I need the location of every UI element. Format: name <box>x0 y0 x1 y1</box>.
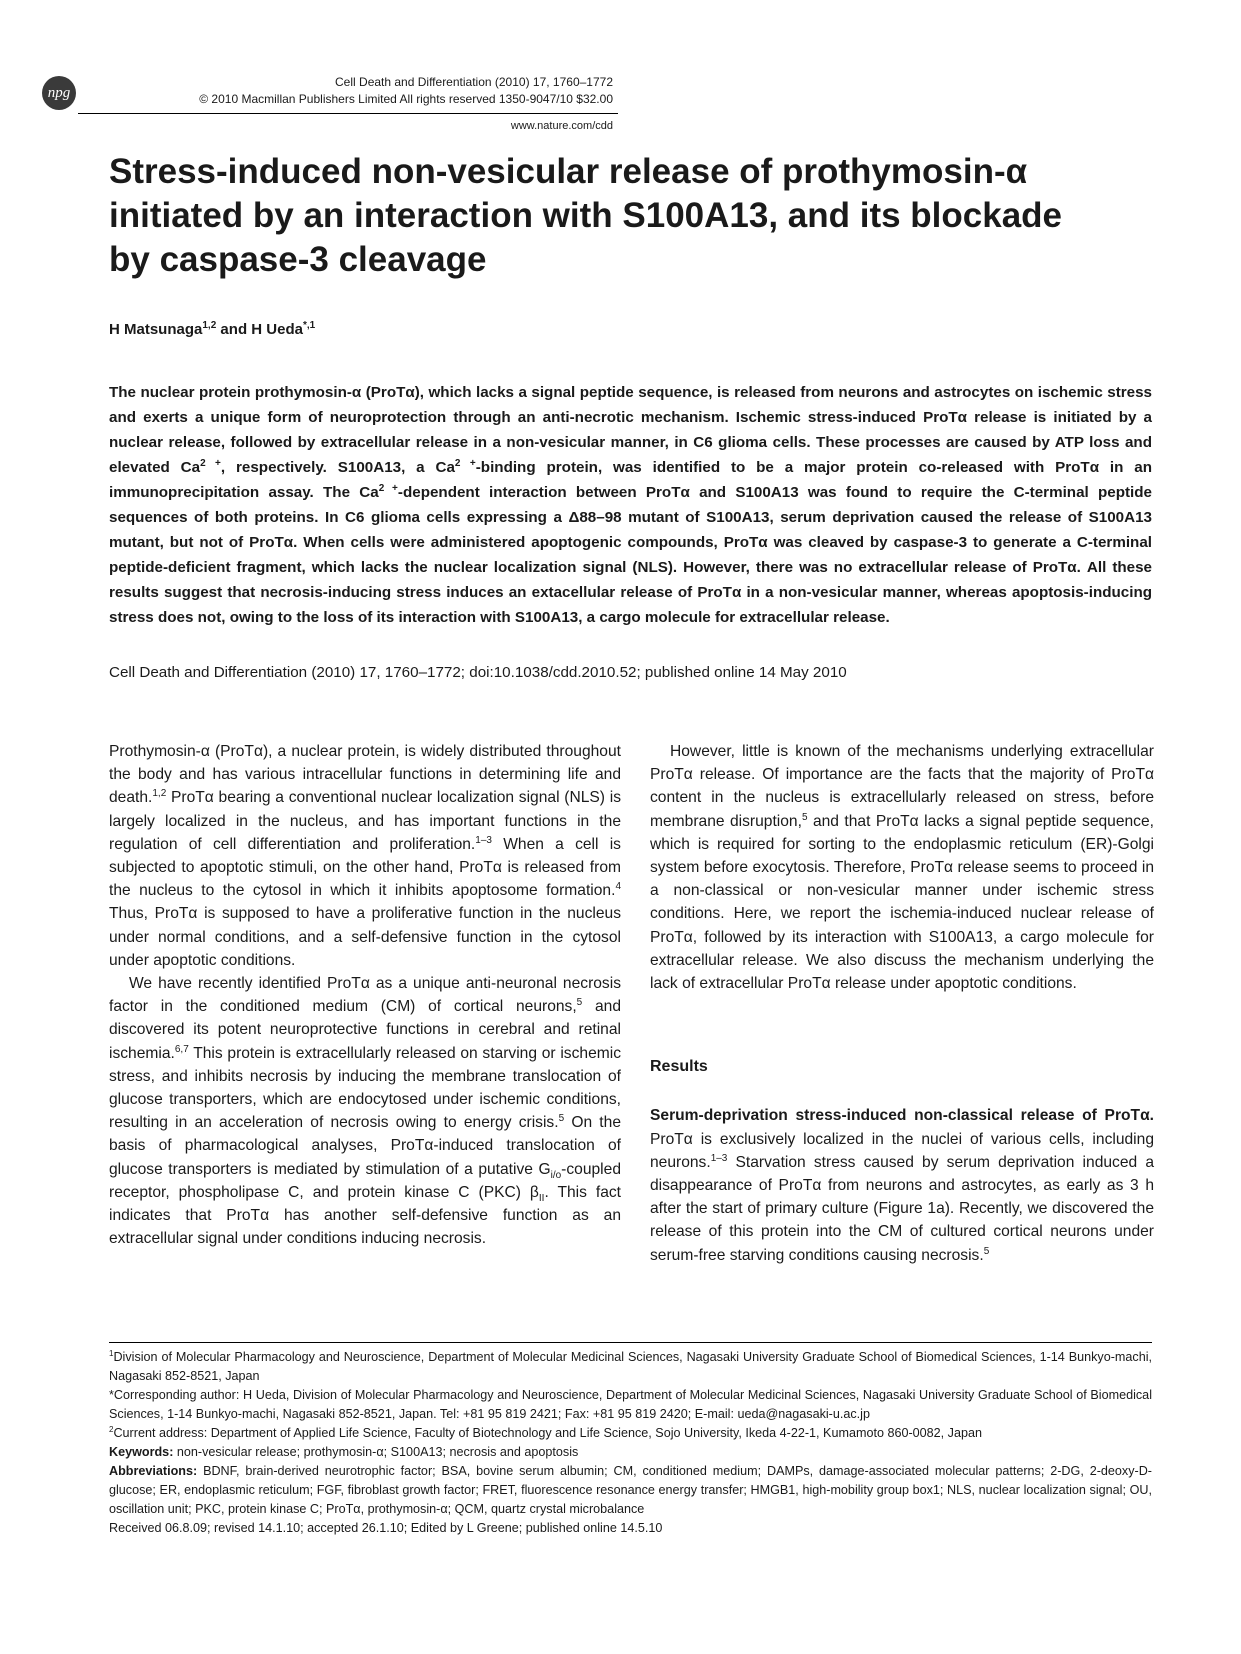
citation-line: Cell Death and Differentiation (2010) 17, 1760–1772; doi:10.1038/cdd.2010.52; published online 14 May 2010 <box>109 664 847 681</box>
subscript: II <box>538 1192 545 1204</box>
footnote-rule <box>109 1342 1152 1343</box>
subsection-heading: Serum-deprivation stress-induced non-classical release of ProTα. <box>650 1107 1154 1125</box>
abbreviations <box>109 1462 1152 1519</box>
copyright-line: © 2010 Macmillan Publishers Limited All rights reserved 1350-9047/10 $32.00 <box>199 92 613 106</box>
abbreviations-text: BDNF, brain-derived neurotrophic factor; BSA, bovine serum albumin; CM, conditioned medium; DAMPs, damage-associated molecular patterns; 2-DG, 2-deoxy-D-glucose; ER, endoplasmic reticulum; FGF, fibroblast growth factor; FRET, fluorescence resonance energy transfer; HMGB1, high-mobility group box1; NLS, nuclear localization signal; OU, oscillation unit; PKC, protein kinase C; ProTα, prothymosin-α; QCM, quartz crystal microbalance <box>109 1464 1152 1516</box>
reference-marker[interactable]: 4 <box>615 881 621 893</box>
reference-marker[interactable]: 5 <box>983 1245 990 1257</box>
keywords-label: Keywords: <box>109 1445 174 1459</box>
abstract <box>109 380 1152 630</box>
author-affiliation: 1,2 <box>202 320 217 331</box>
text-run: . This fact indicates that ProTα has another self-defensive function as an extracellular signal under conditions inducing necrosis. <box>109 1183 621 1248</box>
keywords-text: non-vesicular release; prothymosin-α; S100A13; necrosis and apoptosis <box>173 1445 579 1459</box>
text-run: On the basis of pharmacological analyses, ProTα-induced translocation of glucose transporters is mediated by stimulation of a putative G <box>109 1114 621 1178</box>
reference-marker[interactable]: 5 <box>558 1113 565 1125</box>
received-dates: Received 06.8.09; revised 14.1.10; accepted 26.1.10; Edited by L Greene; published online 14.5.10 <box>109 1521 663 1535</box>
paragraph <box>650 1104 1154 1266</box>
superscript: 2 + <box>378 482 398 494</box>
superscript: 2 + <box>454 457 476 469</box>
npg-logo: npg <box>42 76 76 110</box>
paragraph <box>650 740 1154 995</box>
author-affiliation: *,1 <box>302 320 316 331</box>
affiliation-2 <box>109 1424 1152 1443</box>
text-run: Thus, ProTα is supposed to have a proliferative function in the nucleus under normal conditions, and a self-defensive function in the cytosol under apoptotic conditions. <box>109 905 621 969</box>
reference-marker[interactable]: 1,2 <box>152 788 167 800</box>
journal-info <box>199 74 613 108</box>
footnotes <box>109 1348 1152 1538</box>
header-rule <box>78 113 618 114</box>
paragraph <box>109 972 621 1250</box>
reference-marker[interactable]: 6,7 <box>174 1043 189 1055</box>
text-run: When a cell is subjected to apoptotic stimuli, on the other hand, ProTα is released from the nucleus to the cytosol in which it inhibits apoptosome formation. <box>109 835 621 900</box>
spacer <box>650 1078 1154 1104</box>
text-run: However, little is known of the mechanisms underlying extracellular ProTα release. Of importance are the facts that the majority of ProTα content in the nucleus is extracellularly released on stress, before membrane disruption, <box>650 743 1154 830</box>
reference-marker[interactable]: 5 <box>801 811 808 823</box>
abstract-text: -dependent interaction between ProTα and S100A13 was found to require the C-terminal peptide sequences of both proteins. In C6 glioma cells expressing a Δ88–98 mutant of S100A13, serum deprivation caused the release of S100A13 mutant, but not of ProTα. When cells were administered apoptogenic compounds, ProTα was cleaved by caspase-3 to generate a C-terminal peptide-deficient fragment, which lacks the nuclear localization signal (NLS). However, there was no extracellular release of ProTα. All these results suggest that necrosis-inducing stress induces an extacellular release of ProTα in a non-vesicular manner, whereas apoptosis-inducing stress does not, owing to the loss of its interaction with S100A13, a cargo molecule for extracellular release. <box>109 484 1152 626</box>
text-run: ProTα bearing a conventional nuclear localization signal (NLS) is largely localized in the nucleus, and has important functions in the regulation of cell differentiation and proliferation. <box>109 789 621 853</box>
abstract-text: The nuclear protein prothymosin-α (ProTα), which lacks a signal peptide sequence, is released from neurons and astrocytes on ischemic stress and exerts a unique form of neuroprotection through an anti-necrotic mechanism. Ischemic stress-induced ProTα release is initiated by a nuclear release, followed by extracellular release in a non-vesicular manner, in C6 glioma cells. These processes are caused by ATP loss and elevated Ca <box>109 384 1152 476</box>
text-run: ProTα is exclusively localized in the nuclei of various cells, including neurons. <box>650 1130 1154 1171</box>
affiliation-text: Division of Molecular Pharmacology and Neuroscience, Department of Molecular Medicinal Sciences, Nagasaki University Graduate School of Biomedical Sciences, 1-14 Bunkyo-machi, Nagasaki 852-8521, Japan <box>109 1350 1152 1383</box>
superscript: 1 <box>109 1348 114 1358</box>
journal-citation: Cell Death and Differentiation (2010) 17, 1760–1772 <box>335 75 613 89</box>
superscript: 2 + <box>200 457 221 469</box>
text-run: Prothymosin-α (ProTα), a nuclear protein, is widely distributed throughout the body and has various intracellular functions in determining life and death. <box>109 743 621 807</box>
author-separator: and <box>216 321 252 338</box>
corresponding-author: *Corresponding author: H Ueda, Division of Molecular Pharmacology and Neuroscience, Department of Molecular Medicinal Sciences, Nagasaki University Graduate School of Biomedical Sciences, 1-14 Bunkyo-machi, Nagasaki 852-8521, Japan. Tel: +81 95 819 2421; Fax: +81 95 819 2420; E-mail: ueda@nagasaki-u.ac.jp <box>109 1388 1152 1421</box>
section-heading-results: Results <box>650 1058 708 1076</box>
affiliation-1 <box>109 1348 1152 1386</box>
author-name: H Matsunaga <box>109 321 203 338</box>
affiliation-text: Current address: Department of Applied Life Science, Faculty of Biotechnology and Life Science, Sojo University, Ikeda 4-22-1, Kumamoto 860-0082, Japan <box>113 1426 982 1440</box>
text-run: We have recently identified ProTα as a unique anti-neuronal necrosis factor in the conditioned medium (CM) of cortical neurons, <box>109 975 621 1016</box>
abbreviations-label: Abbreviations: <box>109 1464 198 1478</box>
body-column-left <box>109 740 621 1250</box>
keywords <box>109 1443 1152 1462</box>
subscript: i/o <box>550 1169 562 1181</box>
reference-marker[interactable]: 1–3 <box>475 834 492 846</box>
authors <box>109 320 315 338</box>
superscript: 2 <box>109 1424 114 1434</box>
author-name: H Ueda <box>251 321 303 338</box>
text-run: -coupled receptor, phospholipase C, and protein kinase C (PKC) β <box>109 1160 621 1201</box>
text-run: This protein is extracellularly released on starving or ischemic stress, and inhibits necrosis by inducing the membrane translocation of glucose transporters, which are endocytosed under ischemic conditions, resulting in an acceleration of necrosis owing to energy crisis. <box>109 1044 621 1132</box>
paragraph <box>109 740 621 972</box>
journal-url[interactable]: www.nature.com/cdd <box>510 120 613 132</box>
text-run: and discovered its potent neuroprotective functions in cerebral and retinal ischemia. <box>109 998 621 1062</box>
abstract-text: , respectively. S100A13, a Ca <box>220 459 455 476</box>
text-run: and that ProTα lacks a signal peptide sequence, which is required for sorting to the endoplasmic reticulum (ER)-Golgi system before exocytosis. Therefore, ProTα release seems to proceed in a non-classical or non-vesicular manner under ischemic stress conditions. Here, we report the ischemia-induced nuclear release of ProTα, followed by its interaction with S100A13, a cargo molecule for extracellular release. We also discuss the mechanism underlying the lack of extracellular ProTα release under apoptotic conditions. <box>650 812 1154 993</box>
article-title: Stress-induced non-vesicular release of prothymosin-α initiated by an interaction with S100A13, and its blockade by caspase-3 cleavage <box>109 152 1063 279</box>
text-run: Starvation stress caused by serum deprivation induced a disappearance of ProTα from neurons and astrocytes, as early as 3 h after the start of primary culture (Figure 1a). Recently, we discovered the release of this protein into the CM of cultured cortical neurons under serum-free starving conditions causing necrosis. <box>650 1153 1154 1264</box>
body-column-right <box>650 740 1154 1267</box>
reference-marker[interactable]: 5 <box>576 997 583 1009</box>
abstract-text: -binding protein, was identified to be a major protein co-released with ProTα in an immunoprecipitation assay. The Ca <box>109 459 1152 501</box>
reference-marker[interactable]: 1–3 <box>710 1152 728 1164</box>
